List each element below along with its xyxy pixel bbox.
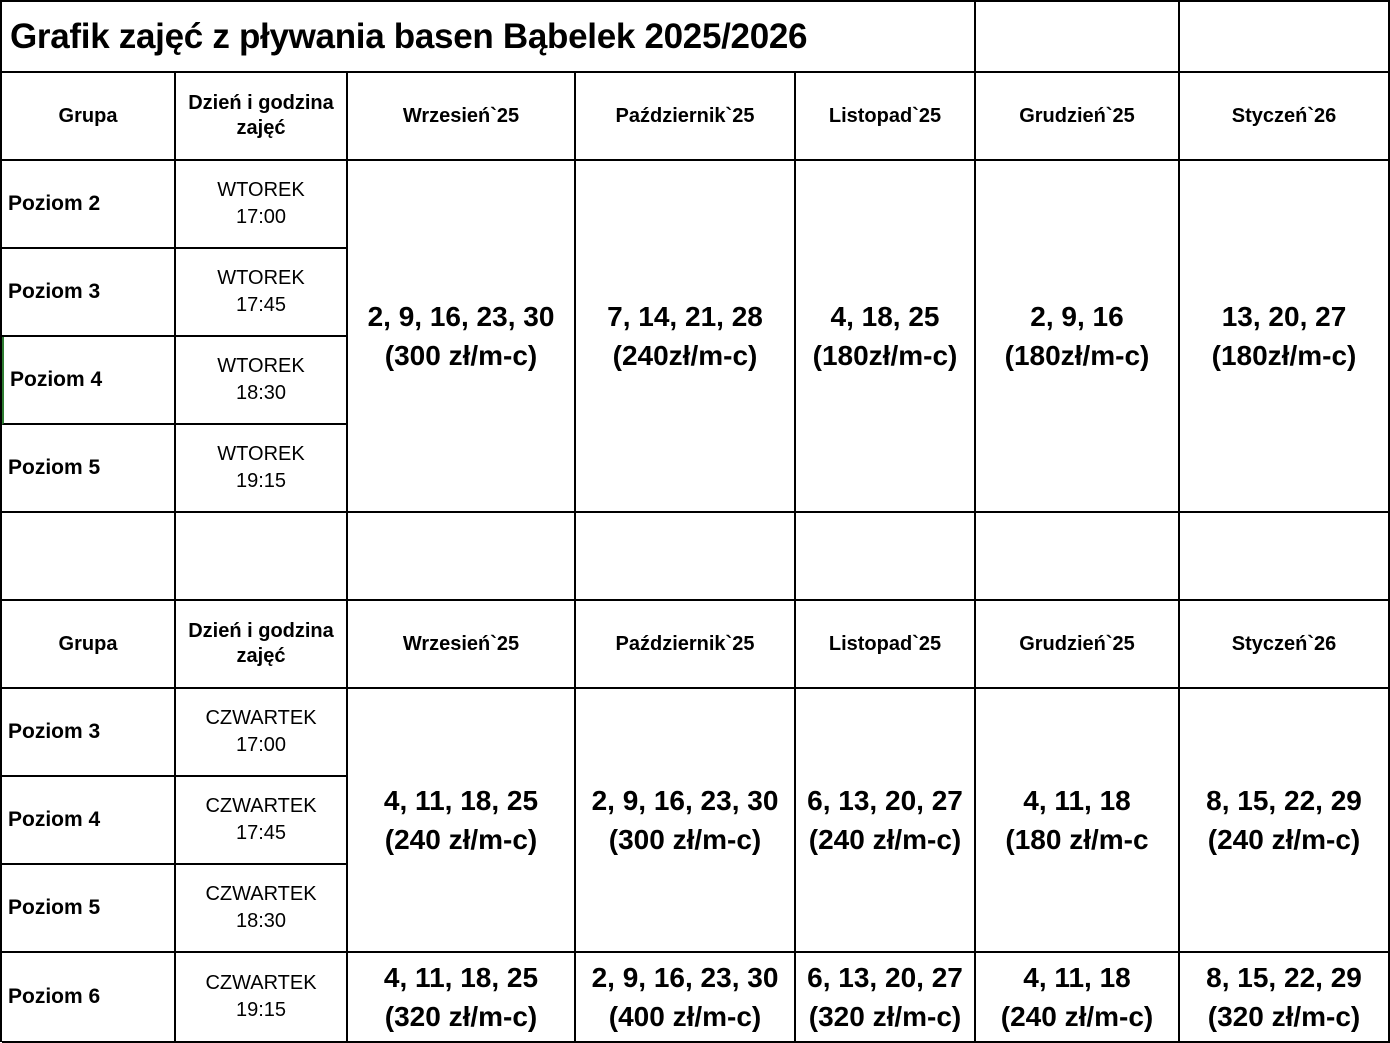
dates-text: 2, 9, 16, 23, 30 <box>591 784 779 816</box>
group-schedule <box>176 953 348 1043</box>
day-label: WTOREK <box>217 267 305 289</box>
page-title: Grafik zajęć z pływania basen Bąbelek 2025/2026 <box>2 2 976 73</box>
price-text: (240zł/m-c) <box>612 340 758 371</box>
empty-cell <box>976 513 1180 601</box>
day-label: CZWARTEK <box>205 972 317 994</box>
group-name: Poziom 4 <box>2 337 176 425</box>
month-dates-oct <box>576 689 796 953</box>
month-dates-nov <box>796 689 976 953</box>
dates-text: 4, 11, 18 <box>1023 784 1131 816</box>
header-group: Grupa <box>2 601 176 689</box>
time-label: 19:15 <box>235 470 287 492</box>
header-month-nov: Listopad`25 <box>796 601 976 689</box>
dates-text: 8, 15, 22, 29 <box>1206 961 1362 993</box>
month-dates-jan <box>1180 953 1390 1043</box>
time-label: 17:00 <box>235 206 287 228</box>
group-schedule <box>176 425 348 513</box>
empty-cell <box>976 2 1180 73</box>
empty-cell <box>576 513 796 601</box>
month-dates-nov <box>796 161 976 513</box>
time-label: 17:00 <box>235 734 287 756</box>
empty-cell <box>1180 2 1390 73</box>
header-month-jan: Styczeń`26 <box>1180 601 1390 689</box>
header-month-dec: Grudzień`25 <box>976 73 1180 161</box>
month-dates-oct <box>576 161 796 513</box>
group-name: Poziom 2 <box>2 161 176 249</box>
group-schedule <box>176 777 348 865</box>
dates-text: 13, 20, 27 <box>1221 300 1347 332</box>
group-name: Poziom 5 <box>2 865 176 953</box>
header-day-time: Dzień i godzina zajęć <box>176 73 348 161</box>
month-dates-nov <box>796 953 976 1043</box>
dates-text: 6, 13, 20, 27 <box>807 784 963 816</box>
dates-text: 2, 9, 16, 23, 30 <box>591 961 779 993</box>
group-name: Poziom 6 <box>2 953 176 1043</box>
dates-text: 7, 14, 21, 28 <box>607 300 763 332</box>
empty-cell <box>176 513 348 601</box>
dates-text: 2, 9, 16 <box>1030 300 1124 332</box>
group-schedule <box>176 865 348 953</box>
day-label: WTOREK <box>217 355 305 377</box>
header-month-sep: Wrzesień`25 <box>348 73 576 161</box>
price-text: (400 zł/m-c) <box>608 1001 762 1032</box>
group-name: Poziom 3 <box>2 689 176 777</box>
price-text: (320 zł/m-c) <box>1207 1001 1361 1032</box>
price-text: (300 zł/m-c) <box>608 824 762 855</box>
dates-text: 4, 18, 25 <box>830 300 940 332</box>
day-label: CZWARTEK <box>205 883 317 905</box>
group-schedule <box>176 337 348 425</box>
day-label: CZWARTEK <box>205 795 317 817</box>
day-label: WTOREK <box>217 179 305 201</box>
header-day-time: Dzień i godzina zajęć <box>176 601 348 689</box>
group-schedule <box>176 161 348 249</box>
header-month-sep: Wrzesień`25 <box>348 601 576 689</box>
month-dates-sep <box>348 953 576 1043</box>
day-label: WTOREK <box>217 443 305 465</box>
dates-text: 2, 9, 16, 23, 30 <box>367 300 555 332</box>
month-dates-dec <box>976 689 1180 953</box>
price-text: (240 zł/m-c) <box>1207 824 1361 855</box>
month-dates-dec <box>976 953 1180 1043</box>
price-text: (240 zł/m-c) <box>808 824 962 855</box>
dates-text: 6, 13, 20, 27 <box>807 961 963 993</box>
header-month-oct: Październik`25 <box>576 73 796 161</box>
empty-cell <box>348 513 576 601</box>
header-month-dec: Grudzień`25 <box>976 601 1180 689</box>
time-label: 19:15 <box>235 999 287 1021</box>
group-name: Poziom 5 <box>2 425 176 513</box>
price-text: (180zł/m-c) <box>1004 340 1150 371</box>
price-text: (240 zł/m-c) <box>1000 1001 1154 1032</box>
header-month-oct: Październik`25 <box>576 601 796 689</box>
header-month-nov: Listopad`25 <box>796 73 976 161</box>
empty-cell <box>1180 513 1390 601</box>
group-name: Poziom 3 <box>2 249 176 337</box>
dates-text: 4, 11, 18, 25 <box>383 784 539 816</box>
month-dates-sep <box>348 689 576 953</box>
price-text: (180 zł/m-c <box>1005 824 1149 855</box>
price-text: (240 zł/m-c) <box>384 824 538 855</box>
time-label: 18:30 <box>235 910 287 932</box>
month-dates-jan <box>1180 689 1390 953</box>
month-dates-oct <box>576 953 796 1043</box>
price-text: (180zł/m-c) <box>812 340 958 371</box>
empty-cell <box>796 513 976 601</box>
group-schedule <box>176 249 348 337</box>
dates-text: 4, 11, 18, 25 <box>383 961 539 993</box>
month-dates-dec <box>976 161 1180 513</box>
dates-text: 8, 15, 22, 29 <box>1206 784 1362 816</box>
price-text: (300 zł/m-c) <box>384 340 538 371</box>
time-label: 18:30 <box>235 382 287 404</box>
header-month-jan: Styczeń`26 <box>1180 73 1390 161</box>
time-label: 17:45 <box>235 294 287 316</box>
month-dates-jan <box>1180 161 1390 513</box>
empty-cell <box>2 513 176 601</box>
day-label: CZWARTEK <box>205 707 317 729</box>
time-label: 17:45 <box>235 822 287 844</box>
group-name: Poziom 4 <box>2 777 176 865</box>
price-text: (320 zł/m-c) <box>384 1001 538 1032</box>
header-group: Grupa <box>2 73 176 161</box>
month-dates-sep <box>348 161 576 513</box>
group-schedule <box>176 689 348 777</box>
dates-text: 4, 11, 18 <box>1023 961 1131 993</box>
price-text: (180zł/m-c) <box>1211 340 1357 371</box>
price-text: (320 zł/m-c) <box>808 1001 962 1032</box>
